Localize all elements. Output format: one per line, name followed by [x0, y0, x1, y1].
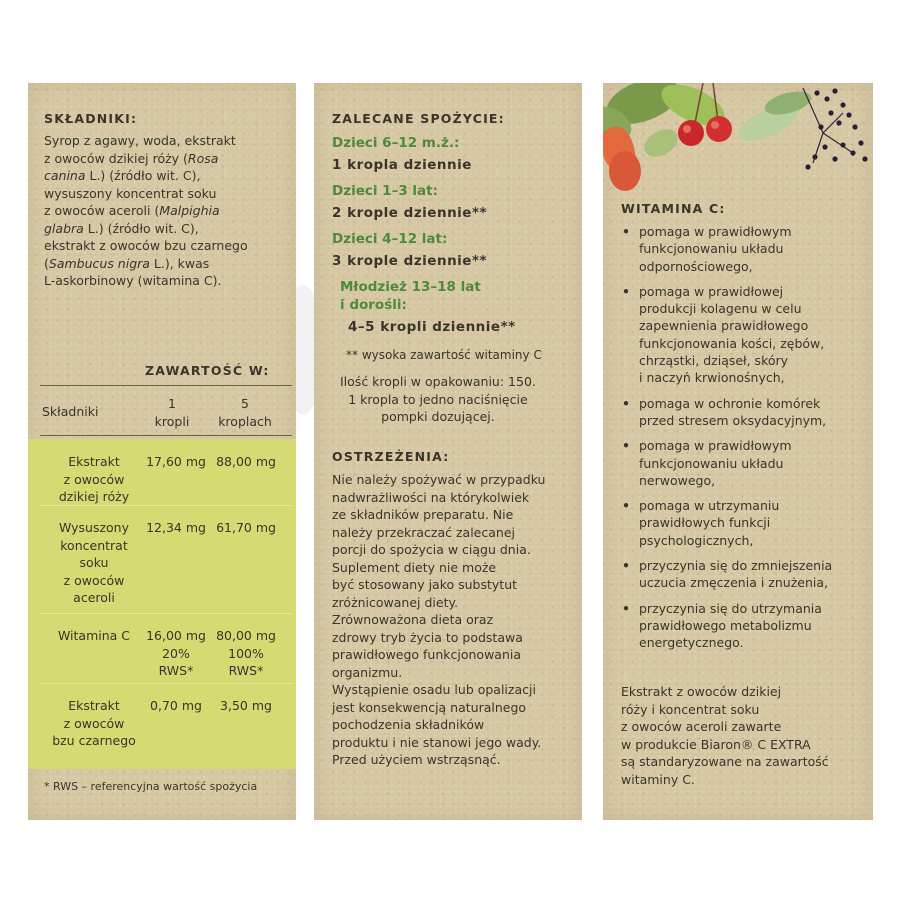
- warnings-line: zdrowy tryb życia to podstawa: [332, 629, 523, 645]
- dosage-footnote: ** wysoka zawartość witaminy C: [346, 348, 542, 362]
- standardization-note: [621, 683, 829, 788]
- dosage-heading: ZALECANE SPOŻYCIE:: [332, 111, 505, 126]
- dosage-youth-label: i dorośli:: [340, 297, 407, 313]
- dosage-group-label: Dzieci 4–12 lat:: [332, 231, 448, 247]
- warnings-line: Wystąpienie osadu lub opalizacji: [332, 682, 536, 697]
- dosage-panel: [314, 83, 582, 820]
- row-name: Ekstrakt z owoców dzikiej róży: [58, 454, 130, 504]
- column-header-1-drop: 1 kropli: [154, 396, 190, 429]
- standardization-line: w produkcie Biaron® C EXTRA: [621, 736, 811, 752]
- warnings-line: należy przekraczać zalecanej: [332, 524, 515, 540]
- warnings-line: prawidłowego funkcjonowania: [332, 647, 522, 662]
- warnings-line: organizmu.: [332, 664, 403, 680]
- standardization-line: Ekstrakt z owoców dzikiej: [621, 684, 782, 699]
- benefit-item: • pomaga w prawidłowym funkcjonowaniu układu nerwowego,: [619, 437, 869, 489]
- dosage-youth-label: Młodzież 13–18 lat: [340, 279, 481, 295]
- warnings-line: Przed użyciem wstrząsnąć.: [332, 752, 501, 767]
- table-divider: [40, 385, 292, 386]
- dosage-group-dose: 2 krople dziennie**: [332, 205, 488, 221]
- ingredients-heading: SKŁADNIKI:: [44, 111, 138, 126]
- ingredients-text: [44, 132, 248, 290]
- vitamin-c-heading: WITAMINA C:: [621, 201, 726, 216]
- row-name: Witamina C: [57, 628, 131, 643]
- warnings-line: ze składników preparatu. Nie: [332, 507, 514, 522]
- fruit-illustration: [603, 83, 873, 193]
- warnings-text: [332, 471, 545, 769]
- warnings-heading: OSTRZEŻENIA:: [332, 449, 450, 464]
- row-value-5-drops: 80,00 mg 100% RWS*: [216, 628, 276, 678]
- ingredients-line: Syrop z agawy, woda, ekstrakt: [44, 133, 236, 148]
- row-name: Wysuszony koncentrat soku z owoców aceroli: [58, 520, 129, 605]
- row-value-1-drop: 16,00 mg 20% RWS*: [146, 628, 206, 678]
- warnings-line: być stosowany jako substytut: [332, 577, 518, 592]
- ingredients-panel: [28, 83, 296, 820]
- benefit-item: • pomaga w ochronie komórek przed stresem oksydacyjnym,: [619, 395, 869, 430]
- warnings-line: porcji do spożycia w ciągu dnia.: [332, 542, 531, 557]
- dosage-group-label: Dzieci 1–3 lat:: [332, 183, 439, 199]
- content-table-title: ZAWARTOŚĆ W:: [145, 363, 270, 378]
- benefit-item: • pomaga w utrzymaniu prawidłowych funkcji psychologicznych,: [619, 497, 869, 549]
- warnings-line: Suplement diety nie może: [332, 559, 497, 575]
- table-row-divider: [40, 505, 292, 506]
- dosage-group-label: Dzieci 6–12 m.ż.:: [332, 135, 460, 151]
- benefit-item: • pomaga w prawidłowej produkcji kolagenu w celu zapewnienia prawidłowego funkcjonowania kości, zębów, chrząstki, dziąseł, skóry i naczyń krwionośnych,: [619, 283, 869, 387]
- ingredients-line: L-askorbinowy (witamina C).: [44, 273, 222, 288]
- warnings-line: produktu i nie stanowi jego wady.: [332, 734, 542, 750]
- table-divider: [40, 435, 292, 436]
- benefit-item: • pomaga w prawidłowym funkcjonowaniu układu odpornościowego,: [619, 223, 869, 275]
- ingredients-line: z owoców dzikiej róży (Rosa: [44, 150, 219, 166]
- drops-info: Ilość kropli w opakowaniu: 150. 1 kropla to jedno naciśnięcie pompki dozującej.: [340, 374, 536, 424]
- row-value-1-drop: 17,60 mg: [146, 454, 206, 469]
- dosage-group-dose: 3 krople dziennie**: [332, 253, 488, 269]
- vitamin-c-benefits: [619, 223, 869, 660]
- ingredients-line: ekstrakt z owoców bzu czarnego: [44, 238, 248, 253]
- row-value-1-drop: 0,70 mg: [150, 698, 202, 713]
- row-value-5-drops: 3,50 mg: [220, 698, 272, 713]
- row-value-5-drops: 88,00 mg: [216, 454, 276, 469]
- column-header-5-drops: 5 kroplach: [218, 396, 272, 429]
- ingredients-line: (Sambucus nigra L.), kwas: [44, 255, 210, 271]
- standardization-line: róży i koncentrat soku: [621, 701, 760, 717]
- row-name: Ekstrakt z owoców bzu czarnego: [52, 698, 136, 748]
- row-value-1-drop: 12,34 mg: [146, 520, 206, 535]
- dosage-group-dose: 1 kropla dziennie: [332, 157, 472, 173]
- ingredients-line: canina L.) (źródło wit. C),: [44, 168, 201, 183]
- warnings-line: Nie należy spożywać w przypadku: [332, 472, 546, 487]
- warnings-line: jest konsekwencją naturalnego: [332, 699, 527, 715]
- standardization-line: z owoców aceroli zawarte: [621, 719, 782, 734]
- rws-footnote: * RWS – referencyjna wartość spożycia: [44, 780, 258, 793]
- table-row-divider: [40, 683, 292, 684]
- row-value-5-drops: 61,70 mg: [216, 520, 276, 535]
- warnings-line: zróżnicowanej diety.: [332, 594, 459, 610]
- benefit-item: • przyczynia się do utrzymania prawidłowego metabolizmu energetycznego.: [619, 600, 869, 652]
- standardization-line: są standaryzowane na zawartość: [621, 754, 829, 769]
- vitamin-c-panel: [603, 83, 873, 820]
- dosage-youth-dose: 4–5 kropli dziennie**: [348, 319, 516, 335]
- warnings-line: pochodzenia składników: [332, 717, 485, 732]
- warnings-line: nadwrażliwości na którykolwiek: [332, 489, 530, 505]
- standardization-line: witaminy C.: [621, 771, 695, 787]
- column-header-ingredients: Składniki: [42, 404, 99, 419]
- benefit-item: • przyczynia się do zmniejszenia uczucia zmęczenia i znużenia,: [619, 557, 869, 592]
- ingredients-line: wysuszony koncentrat soku: [44, 185, 217, 201]
- table-row-divider: [40, 613, 292, 614]
- warnings-line: Zrównoważona dieta oraz: [332, 612, 494, 627]
- ingredients-line: z owoców aceroli (Malpighia: [44, 203, 220, 218]
- ingredients-line: glabra L.) (źródło wit. C),: [44, 220, 199, 236]
